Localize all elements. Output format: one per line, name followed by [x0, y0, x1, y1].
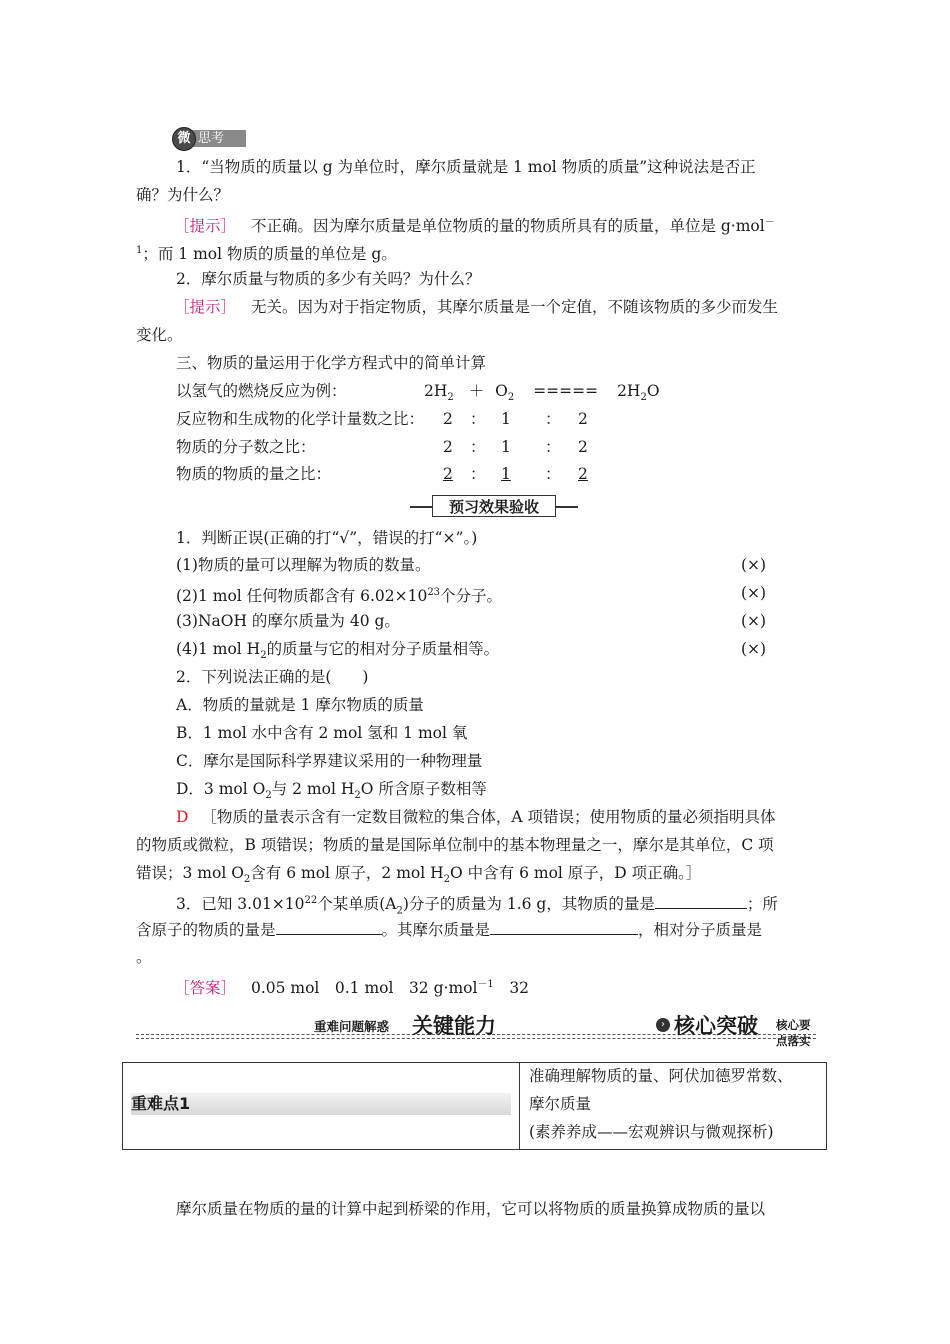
banner-title: 预习效果验收 — [432, 495, 556, 517]
answer3-text: 32 — [493, 979, 530, 998]
think-a1-line2 — [136, 240, 397, 265]
judge-item — [176, 638, 499, 667]
option-d-text: D．3 mol O — [176, 780, 266, 798]
answer2-text: ［物质的量表示含有一定数目微粒的集合体，A 项错误；使用物质的量必须指明具体 — [201, 808, 776, 826]
exercise-q2: 2．下列说法正确的是( ) — [176, 668, 369, 686]
chevron-right-icon: › — [656, 1018, 670, 1032]
answer-blank[interactable] — [490, 918, 638, 935]
ratio-value-underlined: 2 — [443, 465, 453, 483]
eq-plus: ＋ — [468, 382, 485, 400]
eq-h2o: 2H — [617, 382, 641, 400]
think-a2-text: 无关。因为对于指定物质，其摩尔质量是一个定值，不随该物质的多少而发生 — [250, 298, 778, 316]
header-right-small: 核心要点落实 — [776, 1018, 811, 1048]
answer2-line2: 的物质或微粒，B 项错误；物质的量是国际单位制中的基本物理量之一，摩尔是其单位，C 项 — [136, 836, 774, 854]
q3-text: 3．已知 3.01×10 — [176, 895, 305, 914]
q3-sup: 22 — [304, 895, 318, 906]
answer3-sup: －1 — [477, 979, 494, 990]
ratio-colon: ： — [470, 465, 486, 483]
ratio-value: 2 — [578, 410, 588, 428]
judge-item-text: (2)1 mol 任何物质都含有 6.02×10 — [176, 587, 428, 606]
think-a1-line2-text: ；而 1 mol 物质的质量的单位是 g。 — [142, 245, 397, 264]
think-a1-sup: － — [764, 217, 775, 228]
ratio-value: 2 — [443, 410, 453, 428]
ratio-colon: ： — [470, 438, 486, 456]
answer2-line1 — [176, 806, 776, 828]
section3-row0-label: 以氢气的燃烧反应为例： — [176, 382, 347, 400]
answer3-text: 0.05 mol 0.1 mol 32 g·mol — [250, 979, 478, 998]
think-a1-text: 不正确。因为摩尔质量是单位物质的量的物质所具有的质量，单位是 g·mol — [250, 217, 765, 236]
judge-item-text: 个分子。 — [440, 587, 503, 606]
judge-mark: (×) — [741, 584, 767, 602]
key-point-table — [122, 1062, 827, 1150]
badge-tag: 思考 — [192, 130, 246, 147]
answer2-text: O 中含有 6 mol 原子，D 项正确。］ — [450, 864, 702, 882]
answer-blank[interactable] — [276, 918, 382, 935]
q3-text: 含原子的物质的量是 — [136, 921, 276, 939]
q3-text: )分子的质量为 1.6 g，其物质的量是 — [402, 895, 655, 914]
ratio-value-underlined: 2 — [578, 465, 588, 483]
hint-label: ［提示］ — [174, 298, 237, 316]
option-c: C．摩尔是国际科学界建议采用的一种物理量 — [176, 752, 483, 770]
option-d-text: O 所含原子数相等 — [360, 780, 487, 798]
eq-o2-sub: 2 — [507, 392, 515, 404]
judge-item: (1)物质的量可以理解为物质的数量。 — [176, 556, 431, 574]
ratio-value: 1 — [501, 410, 511, 428]
answer2-line3 — [136, 862, 701, 891]
eq-arrow: ===== — [533, 382, 599, 400]
judge-mark: (×) — [741, 612, 767, 630]
header-left-small: 重难问题解惑 — [314, 1019, 390, 1034]
answer2-sub: 2 — [443, 874, 451, 886]
judge-item-text: (4)1 mol H — [176, 640, 261, 658]
key-point-label: 重难点1 — [131, 1094, 191, 1113]
judge-mark: (×) — [741, 640, 767, 658]
think-q1-line2: 确？为什么？ — [136, 186, 230, 204]
judge-item-text: 的质量与它的相对分子质量相等。 — [266, 640, 500, 658]
ratio-value-underlined: 1 — [501, 465, 511, 483]
eq-h2: 2H — [424, 382, 448, 400]
exercise-q3-line3: 。 — [136, 948, 152, 966]
ratio-row-label: 物质的分子数之比： — [176, 438, 316, 456]
header-big-2: 核心突破 — [674, 1014, 758, 1038]
option-d-sub: 2 — [265, 790, 272, 802]
ratio-row-label: 反应物和生成物的化学计量数之比： — [176, 410, 425, 428]
option-d-text: 与 2 mol H — [271, 780, 355, 798]
option-d — [176, 778, 487, 807]
key-topic-line2: 摩尔质量 — [529, 1095, 592, 1113]
banner-left-bar — [410, 506, 432, 508]
key-ability-header — [136, 1010, 816, 1048]
table-divider — [519, 1063, 520, 1149]
answer2-sub: 2 — [243, 874, 251, 886]
exercise-q3-line2 — [136, 918, 762, 941]
preview-check-banner — [410, 495, 578, 519]
option-b: B．1 mol 水中含有 2 mol 氢和 1 mol 氧 — [176, 724, 468, 742]
eq-h2o-end: O — [646, 382, 660, 400]
section3-equation — [424, 380, 660, 409]
answer2-text: 含有 6 mol 原子，2 mol H — [250, 864, 444, 882]
ratio-colon: ： — [545, 465, 561, 483]
micro-think-badge — [172, 127, 248, 151]
option-a: A．物质的量就是 1 摩尔物质的质量 — [176, 696, 424, 714]
option-d-sub: 2 — [354, 790, 361, 802]
q3-text: ，相对分子质量是 — [638, 921, 763, 939]
think-a1-line1 — [174, 212, 775, 237]
think-a1-line2-sup: 1 — [136, 245, 143, 256]
answer-label: ［答案］ — [174, 979, 237, 998]
key-topic-line1: 准确理解物质的量、阿伏加德罗常数、 — [529, 1067, 793, 1085]
badge-circle-icon: 微 — [172, 127, 196, 151]
ratio-row-label: 物质的物质的量之比： — [176, 465, 332, 483]
judge-item-sub: 2 — [260, 650, 267, 662]
answer2-letter: D — [176, 808, 189, 826]
judge-item-sup: 23 — [427, 587, 441, 598]
ratio-value: 2 — [578, 438, 588, 456]
eq-h2o-sub: 2 — [640, 392, 647, 404]
think-a2-line1 — [174, 296, 778, 318]
q3-text: 个某单质(A — [317, 895, 397, 914]
section3-title: 三、物质的量运用于化学方程式中的简单计算 — [176, 354, 487, 372]
header-big-1: 关键能力 — [412, 1014, 496, 1038]
key-topic-line3: (素养养成——宏观辨识与微观探析) — [529, 1123, 774, 1141]
think-a2-line2: 变化。 — [136, 326, 183, 344]
q3-text: 。其摩尔质量是 — [381, 921, 491, 939]
ratio-value: 1 — [501, 438, 511, 456]
answer3 — [174, 974, 529, 999]
ratio-colon: ： — [470, 410, 486, 428]
q3-text: ；所 — [746, 895, 778, 914]
ratio-colon: ： — [545, 438, 561, 456]
ratio-value: 2 — [443, 438, 453, 456]
eq-h2-sub: 2 — [447, 392, 454, 404]
q3-sub: 2 — [396, 905, 403, 917]
think-q1-line1: 1．“当物质的质量以 g 为单位时，摩尔质量就是 1 mol 物质的质量”这种说法是否正 — [176, 158, 756, 176]
answer-blank[interactable] — [655, 892, 747, 909]
hint-label: ［提示］ — [174, 217, 237, 236]
judge-mark: (×) — [741, 556, 767, 574]
exercise-q1: 1．判断正误(正确的打“√”，错误的打“×”。) — [176, 529, 478, 547]
eq-o2: O — [495, 382, 508, 400]
judge-item — [176, 582, 502, 607]
judge-item: (3)NaOH 的摩尔质量为 40 g。 — [176, 612, 400, 630]
think-q2: 2．摩尔质量与物质的多少有关吗？为什么？ — [176, 270, 481, 288]
banner-right-bar — [556, 506, 578, 508]
answer2-text: 错误；3 mol O — [136, 864, 244, 882]
ratio-colon: ： — [545, 410, 561, 428]
closing-paragraph: 摩尔质量在物质的量的计算中起到桥梁的作用，它可以将物质的质量换算成物质的量以 — [176, 1200, 766, 1218]
